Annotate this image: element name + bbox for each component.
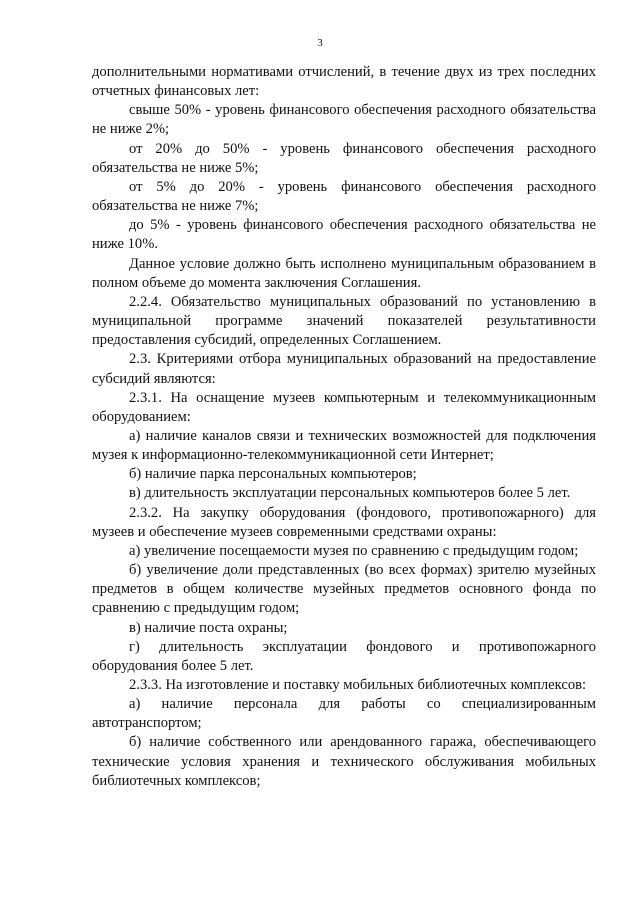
paragraph: б) наличие парка персональных компьютеров; (129, 466, 417, 483)
paragraph: г) длительность эксплуатации фондового и противопожарного оборудования более 5 лет. (92, 638, 596, 674)
paragraph: в) длительность эксплуатации персональных компьютеров более 5 лет. (129, 485, 571, 502)
paragraph: до 5% - уровень финансового обеспечения расходного обязательства не ниже 10%. (92, 217, 596, 253)
paragraph: от 5% до 20% - уровень финансового обеспечения расходного обязательства не ниже 7%; (92, 178, 596, 215)
paragraph: б) наличие собственного или арендованного гаража, обеспечивающего технические условия хранения и технического обслуживания мобильных библиотечных комплексов; (92, 734, 596, 789)
paragraph: от 20% до 50% - уровень финансового обеспечения расходного обязательства не ниже 5%; (92, 140, 596, 176)
paragraph: 2.2.4. Обязательство муниципальных образований по установлению в муниципальной программе значений показателей результативности предоставления субсидий, определенных Соглашением. (92, 293, 596, 349)
paragraph: а) наличие персонала для работы со специализированным автотранспортом; (92, 696, 596, 732)
paragraph: 2.3.2. На закупку оборудования (фондового, противопожарного) для музеев и обеспечение музеев современными средствами охраны: (92, 504, 596, 540)
paragraph: а) увеличение посещаемости музея по сравнению с предыдущим годом; (129, 542, 579, 559)
paragraph: дополнительными нормативами отчислений, в течение двух из трех последних отчетных финансовых лет: (92, 64, 596, 100)
paragraph: 2.3.1. На оснащение музеев компьютерным и телекоммуникационным оборудованием: (92, 389, 596, 425)
paragraph: 2.3. Критериями отбора муниципальных образований на предоставление субсидий являются: (92, 351, 596, 387)
page-number: 3 (317, 37, 323, 49)
document-body (92, 63, 596, 791)
paragraph: 2.3.3. На изготовление и поставку мобильных библиотечных комплексов: (129, 677, 587, 693)
paragraph: а) наличие каналов связи и технических возможностей для подключения музея к информационно-телекоммуникационной сети Интернет; (92, 427, 596, 464)
paragraph: б) увеличение доли представленных (во всех формах) зрителю музейных предметов в общем количестве музейных предметов основного фонда по сравнению с предыдущим годом; (92, 562, 596, 617)
paragraph: в) наличие поста охраны; (129, 619, 288, 636)
paragraph: Данное условие должно быть исполнено муниципальным образованием в полном объеме до момента заключения Соглашения. (92, 255, 596, 291)
paragraph: свыше 50% - уровень финансового обеспечения расходного обязательства не ниже 2%; (92, 102, 596, 138)
